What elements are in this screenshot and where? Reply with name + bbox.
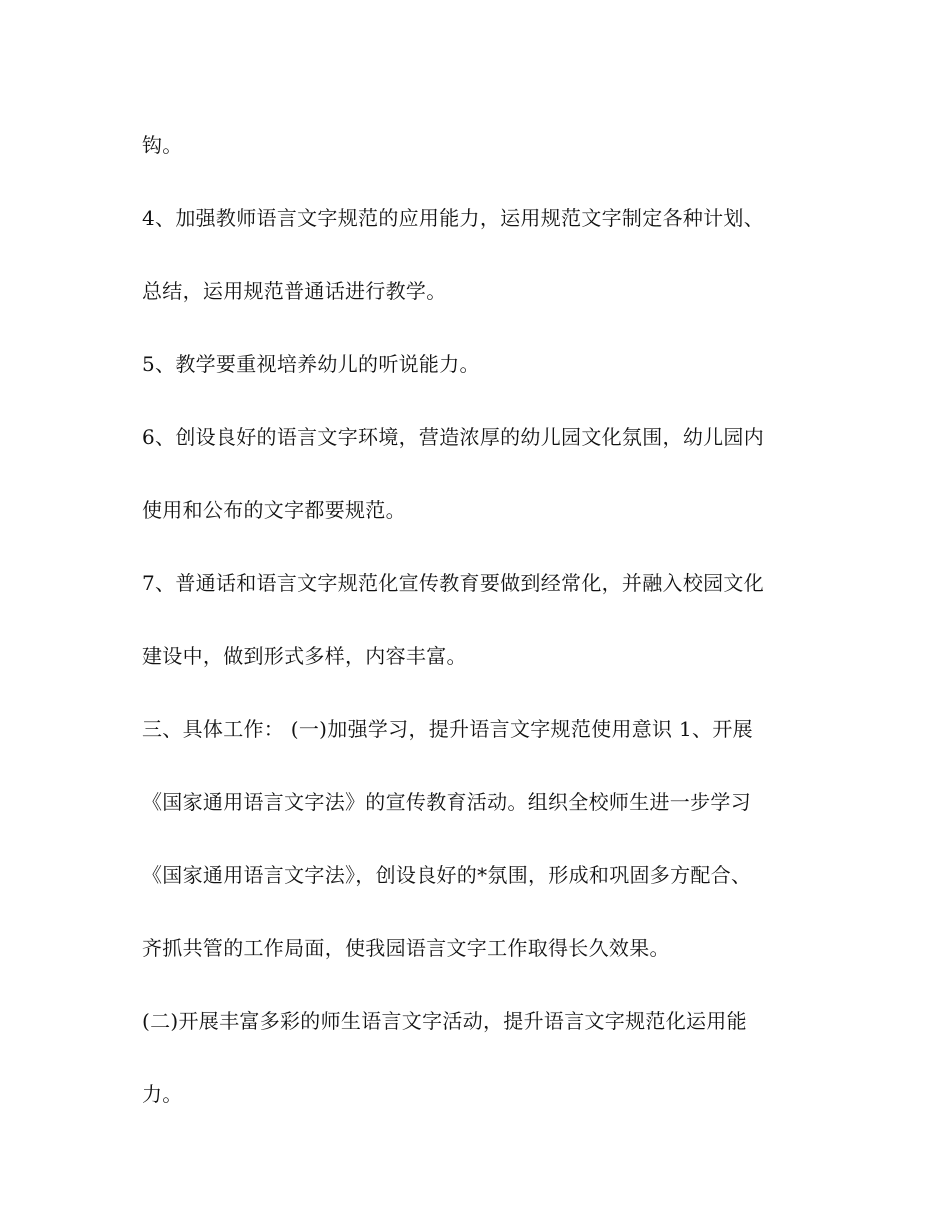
text-line-13: (二)开展丰富多彩的师生语言文字活动，提升语言文字规范化运用能 bbox=[142, 1009, 747, 1033]
text-line-8: 建设中，做到形式多样，内容丰富。 bbox=[142, 644, 467, 668]
text-line-6: 使用和公布的文字都要规范。 bbox=[142, 498, 406, 522]
text-line-9: 三、具体工作： (一)加强学习，提升语言文字规范使用意识 1、开展 bbox=[142, 717, 753, 741]
document-body bbox=[142, 122, 812, 1144]
text-line-2: 4、加强教师语言文字规范的应用能力，运用规范文字制定各种计划、 bbox=[142, 206, 765, 230]
text-line-11: 《国家通用语言文字法》，创设良好的*氛围，形成和巩固多方配合、 bbox=[142, 863, 752, 887]
text-line-10: 《国家通用语言文字法》的宣传教育活动。组织全校师生进一步学习 bbox=[142, 790, 751, 814]
text-line-1: 钩。 bbox=[142, 133, 183, 157]
text-line-4: 5、教学要重视培养幼儿的听说能力。 bbox=[142, 352, 480, 376]
text-line-7: 7、普通话和语言文字规范化宣传教育要做到经常化，并融入校园文化 bbox=[142, 571, 765, 595]
text-line-14: 力。 bbox=[142, 1082, 183, 1106]
text-line-12: 齐抓共管的工作局面，使我园语言文字工作取得长久效果。 bbox=[142, 936, 670, 960]
text-line-3: 总结，运用规范普通话进行教学。 bbox=[142, 279, 447, 303]
text-line-5: 6、创设良好的语言文字环境，营造浓厚的幼儿园文化氛围，幼儿园内 bbox=[142, 425, 765, 449]
